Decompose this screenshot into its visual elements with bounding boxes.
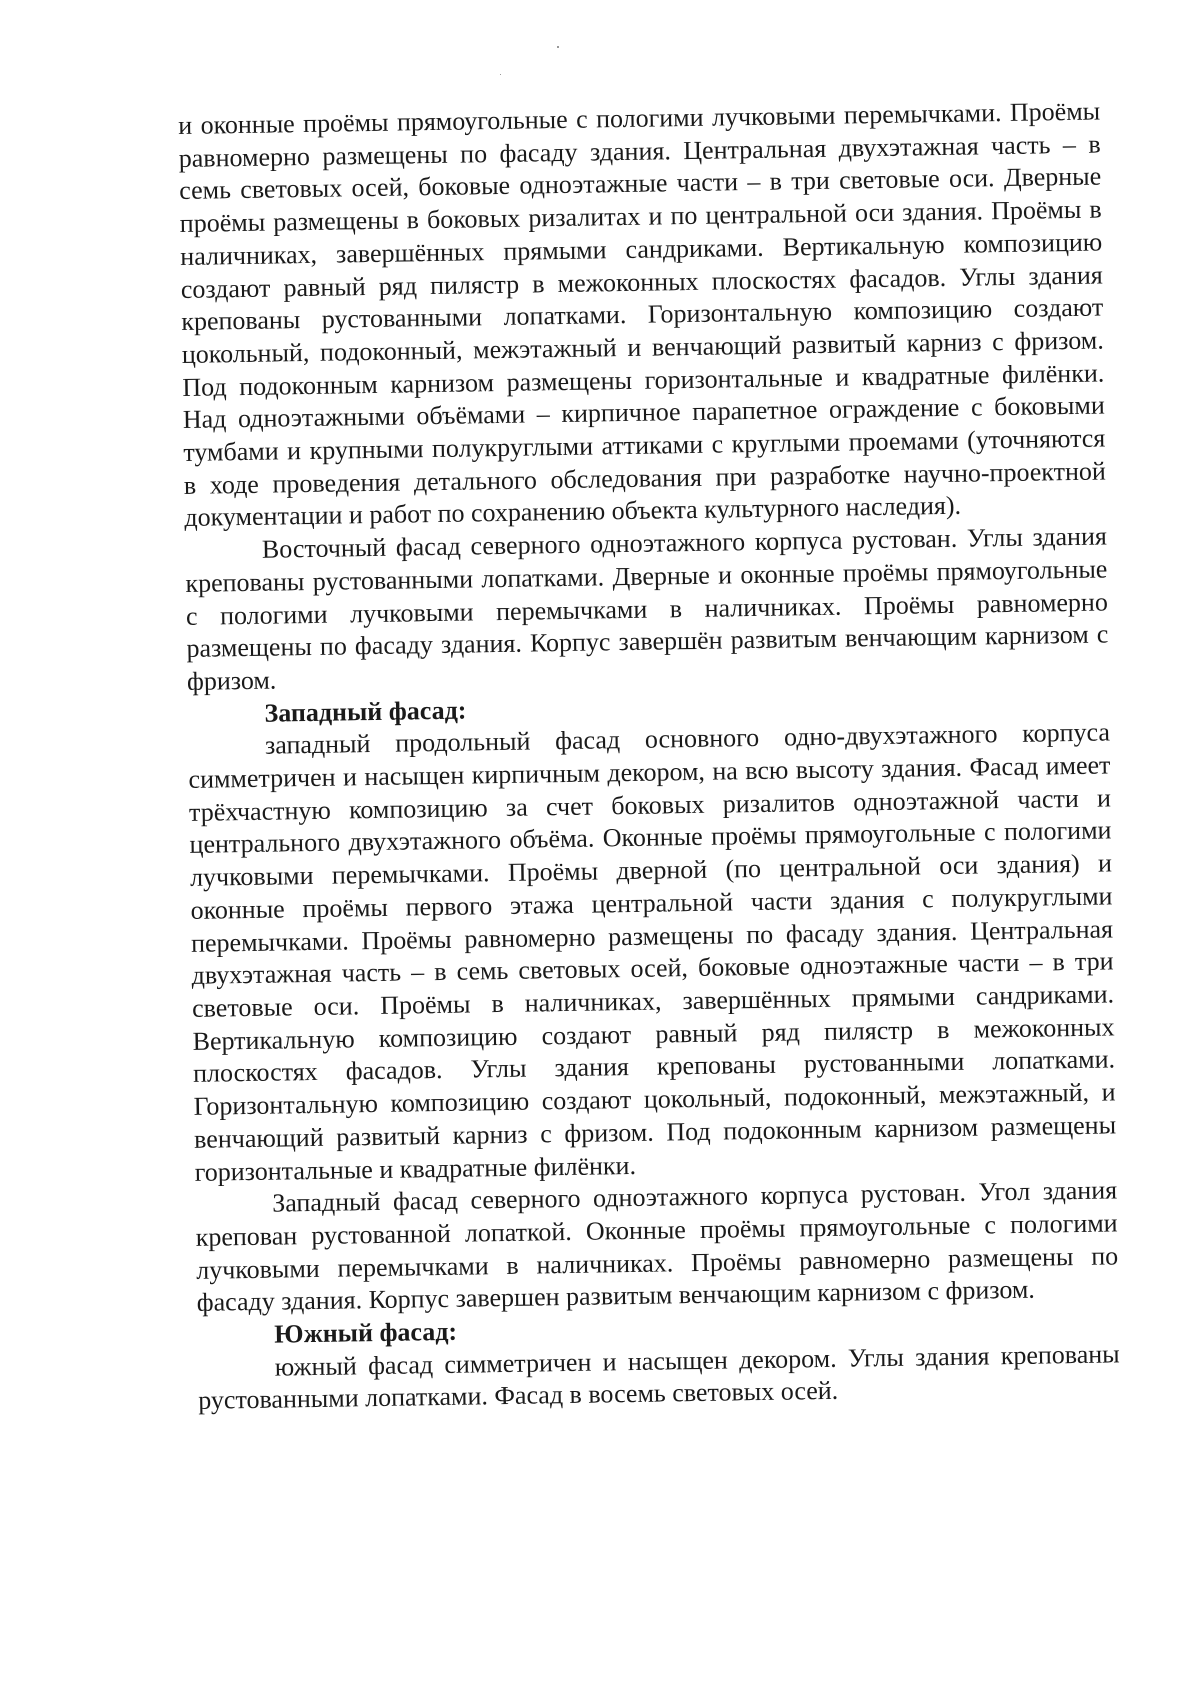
heading-south-facade: Южный фасад: [274,1316,458,1349]
document-body [178,96,1120,1418]
heading-west-facade: Западный фасад: [264,695,467,728]
paragraph-south-facade: южный фасад симметричен и насыщен декором. Углы здания крепованы рустованными лопатками. Фасад в восемь световых осей. [198,1339,1120,1416]
paragraph-east-facade-north-wing: Восточный фасад северного одноэтажного корпуса рустован. Углы здания крепованы рустованными лопатками. Дверные и оконные проёмы прямоугольные с пологими лучковыми перемычками в наличниках. Проёмы равномерно размещены по фасаду здания. Корпус завершён развитым венчающим карнизом с фризом. [185,521,1109,696]
paragraph-facade-continuation: и оконные проёмы прямоугольные с пологими лучковыми перемычками. Проёмы равномерно размещены по фасаду здания. Центральная двухэтажная часть – в семь световых осей, боковые одноэтажные части – в три световые оси. Дверные проёмы размещены в боковых ризалитах и по центральной оси здания. Проёмы в наличниках, завершённых прямыми сандриками. Вертикальную композицию создают равный ряд пилястр в межоконных плоскостях фасадов. Углы здания крепованы рустованными лопатками. Горизонтальную композицию создают цокольный, подоконный, межэтажный и венчающий развитый карниз с фризом. Под подоконным карнизом размещены горизонтальные и квадратные филёнки. Над одноэтажными объёмами – кирпичное парапетное ограждение с боковыми тумбами и крупными полукруглыми аттиками с круглыми проемами (уточняются в ходе проведения детального обследования при разработке научно-проектной документации и работ по сохранению объекта культурного наследия). [178,96,1107,533]
scan-speck [557,46,559,48]
paragraph-west-facade-north-wing: Западный фасад северного одноэтажного корпуса рустован. Угол здания крепован рустованной лопаткой. Оконные проёмы прямоугольные с пологими лучковыми перемычками в наличниках. Проёмы равномерно размещены по фасаду здания. Корпус завершен развитым венчающим карнизом с фризом. [195,1175,1119,1318]
paragraph-west-facade-main: западный продольный фасад основного одно-двухэтажного корпуса симметричен и насыщен кирпичным декором, на всю высоту здания. Фасад имеет трёхчастную композицию за счет боковых ризалитов одноэтажной части и центрального двухэтажного объёма. Оконные проёмы прямоугольные с пологими лучковыми перемычками. Проёмы дверной (по центральной оси здания) и оконные проёмы первого этажа центральной части здания с полукруглыми перемычками. Проёмы равномерно размещены по фасаду здания. Центральная двухэтажная часть – в семь световых осей, боковые одноэтажные части – в три световые оси. Проёмы в наличниках, завершённых прямыми сандриками. Вертикальную композицию создают равный ряд пилястр в межоконных плоскостях фасадов. Углы здания крепованы рустованными лопатками. Горизонтальную композицию создают цокольный, подоконный, межэтажный, и венчающий развитый карниз с фризом. Под подоконным карнизом размещены горизонтальные и квадратные филёнки. [188,717,1117,1187]
scan-speck [500,74,501,75]
